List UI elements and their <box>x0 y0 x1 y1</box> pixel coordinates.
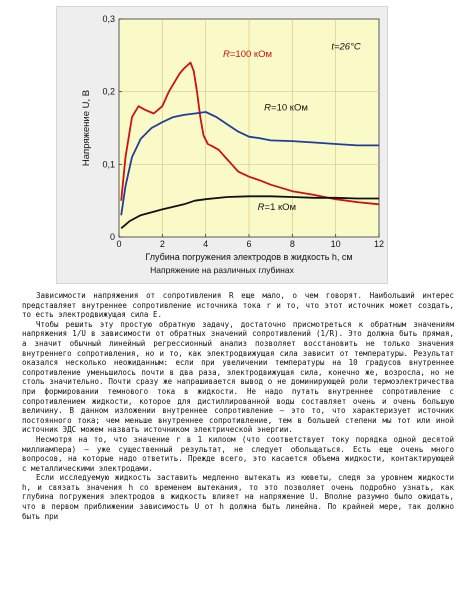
y-tick-label: 0,2 <box>102 86 115 97</box>
x-axis-label: Глубина погружения электродов в жидкость h, см <box>145 252 353 262</box>
series-label-1: R=100 кОм <box>223 48 272 60</box>
voltage-depth-chart <box>57 7 389 285</box>
figure <box>56 6 388 284</box>
series-label-3: R=1 кОм <box>257 202 297 214</box>
x-tick-label: 2 <box>159 239 165 249</box>
paragraph: Если исследуемую жидкость заставить медленно вытекать из кюветы, следя за уровнем жидкости h, и связать значения h со временем вытекания, то это позволяет очень подробно узнать, как глубина погружения электродов в жидкость влияет на напряжение U. Вполне разумно было ожидать, что в первом приближении зависимость U от h должна быть линейна. По крайней мере, так должно быть при <box>22 473 454 521</box>
x-tick-label: 10 <box>330 239 341 249</box>
paragraph: Зависимости напряжения от сопротивления R еще мало, о чем говорят. Наибольший интерес представляет внутреннее сопротивление источника тока r и то, что этот источник может создать, то есть электродвижущая сила E. <box>22 291 454 320</box>
x-tick-label: 8 <box>289 239 295 249</box>
x-tick-label: 6 <box>246 239 252 249</box>
y-tick-label: 0,1 <box>102 159 115 170</box>
x-tick-label: 0 <box>116 239 122 249</box>
y-tick-label: 0,3 <box>102 14 115 24</box>
y-axis-label: Напряжение U, В <box>81 89 92 167</box>
y-tick-label: 0 <box>109 232 115 242</box>
series-label-2: R=10 кОм <box>264 102 308 114</box>
x-tick-label: 4 <box>203 239 209 249</box>
temperature-annotation: t=26°C <box>331 41 361 53</box>
figure-caption: Напряжение на различных глубинах <box>150 265 294 275</box>
paragraph: Чтобы решить эту простую обратную задачу, достаточно присмотреться к обратным значениям напряжения 1/U в зависимости от обратных значений сопротивлений (1/R). Это должна быть прямая, а значит обычный линейный регрессионный анализ позволяет восстановить не только значения внутреннего сопротивления, но и то, как электродвижущая сила зависит от температуры. Результат оказался несколько неожиданным: если при увеличении температуры на 10 градусов внутреннее сопротивление уменьшилось почти в два раза, электродвижущая сила, конечно же, возросла, но не столь значительно. Почти сразу же напрашивается вывод о не доминирующей роли термоэлектричества при формировании темнового тока в жидкости. Не надо путать внутреннее сопротивление с сопротивлением жидкости, которое для дистиллированной воды составляет очень и очень большую величину. В данном изложении внутреннее сопротивление — это то, что характеризует источник постоянного тока; чем меньше внутреннее сопротивление, тем в большей степени мы тот или иной источник ЭДС можем назвать источником электрической энергии. <box>22 319 454 435</box>
x-tick-label: 12 <box>373 239 385 249</box>
paragraph: Несмотря на то, что значение r в 1 килоом (что соответствует току порядка одной десятой миллиампера) — уже существенный результат, не следует обольщаться. Есть еще очень много вопросов, на которые надо ответить. Прежде всего, это касается объема жидкости, контактирующей с металлическими электродами. <box>22 434 454 473</box>
article-body <box>22 291 454 521</box>
